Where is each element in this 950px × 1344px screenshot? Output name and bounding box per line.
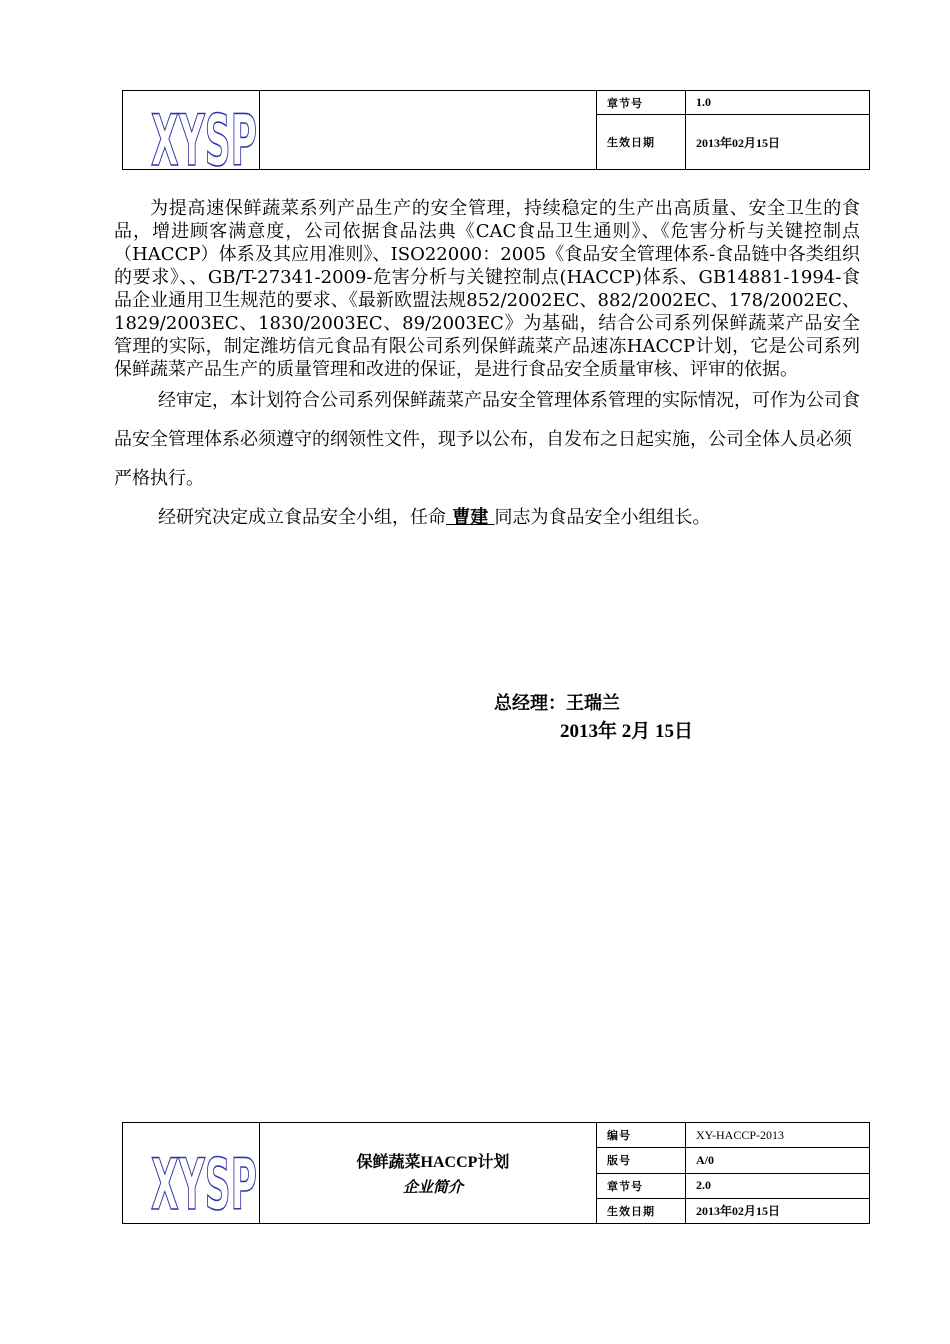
document-body [114, 197, 860, 537]
doc-number-value: XY-HACCP-2013 [686, 1123, 870, 1148]
chapter-label-bottom: 章节号 [597, 1173, 686, 1198]
logo-text: XYSP [151, 100, 257, 182]
xysp-logo-icon [123, 1123, 259, 1226]
blank-title-cell [260, 91, 597, 170]
appointment-text-before: 经研究决定成立食品安全小组，任命 [158, 507, 446, 528]
effective-date-value-bottom: 2013年02月15日 [686, 1198, 870, 1223]
document-title-cell [260, 1123, 597, 1224]
effective-date-value: 2013年02月15日 [686, 115, 870, 170]
logo-text: XYSP [151, 1144, 257, 1226]
logo-cell [123, 91, 260, 182]
version-value: A/0 [686, 1148, 870, 1173]
version-label: 版号 [597, 1148, 686, 1173]
logo-cell-bottom [123, 1123, 260, 1224]
document-subtitle: 企业简介 [402, 1180, 463, 1196]
xysp-logo-icon [123, 91, 259, 182]
chapter-value-bottom: 2.0 [686, 1173, 870, 1198]
signature-block [494, 690, 693, 746]
appointee-name: 曹建 [446, 507, 495, 528]
paragraph-appointment [114, 498, 860, 537]
chapter-value: 1.0 [686, 91, 870, 115]
bottom-header-table [122, 1122, 870, 1224]
paragraph-approval: 经审定，本计划符合公司系列保鲜蔬菜产品安全管理体系管理的实际情况，可作为公司食品安全管理体系必须遵守的纲领性文件，现予以公布，自发布之日起实施，公司全体人员必须严格执行。 [114, 390, 860, 489]
paragraph-intro: 为提高速保鲜蔬菜系列产品生产的安全管理，持续稳定的生产出高质量、安全卫生的食品，增进顾客满意度，公司依据食品法典《CAC食品卫生通则》、《危害分析与关键控制点（HACCP）体系及其应用准则》、ISO22000：2005《食品安全管理体系-食品链中各类组织的要求》、、GB/T-27341-2009-危害分析与关键控制点(HACCP)体系、GB14881-1994-食品企业通用卫生规范的要求、《最新欧盟法规852/2002EC、882/2002EC、178/2002EC、1829/2003EC、1830/2003EC、89/2003EC》为基础，结合公司系列保鲜蔬菜产品安全管理的实际，制定潍坊信元食品有限公司系列保鲜蔬菜产品速冻HACCP计划，它是公司系列保鲜蔬菜产品生产的质量管理和改进的保证，是进行食品安全质量审核、评审的依据。 [114, 198, 860, 380]
effective-date-label: 生效日期 [597, 115, 686, 170]
signature-title: 总经理：王瑞兰 [494, 693, 620, 714]
doc-number-label: 编号 [597, 1123, 686, 1148]
effective-date-label-bottom: 生效日期 [597, 1198, 686, 1223]
document-title: 保鲜蔬菜HACCP计划 [356, 1154, 510, 1171]
appointment-text-after: 同志为食品安全小组组长。 [494, 507, 711, 528]
chapter-label: 章节号 [597, 91, 686, 115]
signature-date: 2013年 2月 15日 [560, 721, 694, 742]
top-header-table [122, 90, 870, 182]
